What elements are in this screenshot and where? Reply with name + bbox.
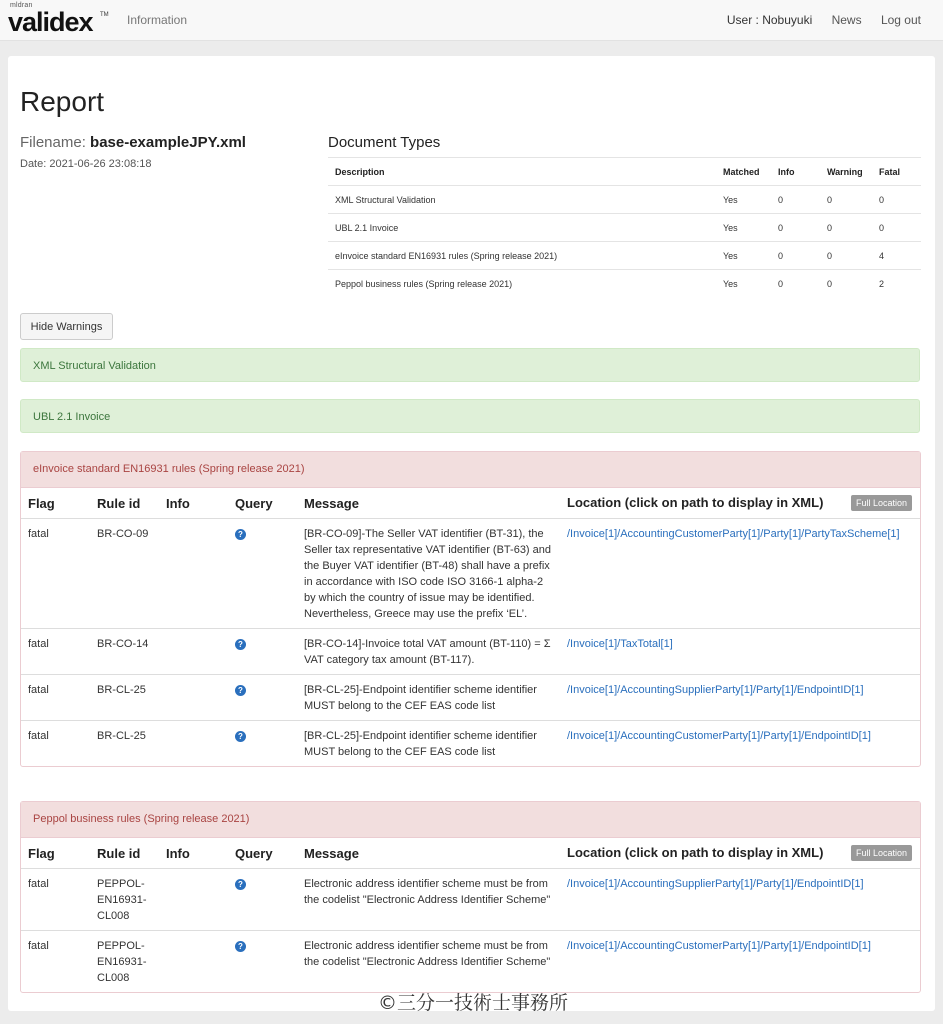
location-link[interactable]: /Invoice[1]/AccountingCustomerParty[1]/Party[1]/PartyTaxScheme[1]: [567, 528, 900, 540]
message-cell: [BR-CL-25]-Endpoint identifier scheme identifier MUST belong to the CEF EAS code list: [297, 675, 560, 721]
info-cell: [159, 629, 228, 675]
logo-text: validex: [8, 7, 93, 37]
question-circle-icon[interactable]: ?: [235, 731, 246, 742]
message-cell: [BR-CL-25]-Endpoint identifier scheme identifier MUST belong to the CEF EAS code list: [297, 721, 560, 767]
query-cell: [228, 675, 297, 721]
table-row: [21, 675, 920, 721]
message-cell: Electronic address identifier scheme must be from the codelist "Electronic Address Identifier Scheme": [297, 869, 560, 931]
header-location: [560, 488, 920, 519]
peppol-rules-table: [21, 838, 920, 992]
query-cell: [228, 721, 297, 767]
table-row: [328, 270, 921, 298]
rule-id-cell: BR-CO-14: [90, 629, 159, 675]
dt-cell: 0: [820, 186, 872, 214]
hide-warnings-button[interactable]: Hide Warnings: [20, 313, 113, 340]
table-row: [328, 242, 921, 270]
logo-tm: TM: [100, 12, 109, 18]
header-flag: Flag: [28, 845, 55, 861]
info-cell: [159, 519, 228, 629]
question-circle-icon[interactable]: ?: [235, 941, 246, 952]
report-panel: [8, 56, 935, 1011]
section-en16931-rules: [20, 451, 921, 767]
location-cell: [560, 675, 920, 721]
header-message: Message: [304, 845, 359, 861]
location-link[interactable]: /Invoice[1]/AccountingSupplierParty[1]/Party[1]/EndpointID[1]: [567, 684, 864, 696]
filename-line: [20, 134, 246, 151]
dt-cell: Yes: [716, 186, 771, 214]
filename-value: base-exampleJPY.xml: [90, 134, 246, 151]
section-en16931-title[interactable]: eInvoice standard EN16931 rules (Spring release 2021): [21, 452, 920, 488]
table-row: [328, 186, 921, 214]
dt-header-matched: Matched: [716, 158, 771, 186]
query-cell: [228, 629, 297, 675]
dt-cell: 0: [771, 214, 820, 242]
document-types-header-row: [328, 158, 921, 186]
location-cell: [560, 721, 920, 767]
dt-header-info: Info: [771, 158, 820, 186]
question-circle-icon[interactable]: ?: [235, 879, 246, 890]
dt-cell: 0: [872, 186, 921, 214]
dt-cell: 0: [771, 186, 820, 214]
nav-right-group: [711, 13, 921, 27]
message-cell: [BR-CO-14]-Invoice total VAT amount (BT-110) = Σ VAT category tax amount (BT-117).: [297, 629, 560, 675]
dt-cell: Yes: [716, 242, 771, 270]
dt-header-fatal: Fatal: [872, 158, 921, 186]
dt-cell: 0: [771, 242, 820, 270]
table-row: [21, 519, 920, 629]
table-row: [21, 721, 920, 767]
report-date: Date: 2021-06-26 23:08:18: [20, 158, 152, 170]
rule-id-cell: PEPPOL-EN16931-CL008: [90, 869, 159, 931]
header-query: Query: [235, 495, 273, 511]
header-location-label: Location (click on path to display in XML): [567, 495, 824, 510]
dt-cell: 2: [872, 270, 921, 298]
info-cell: [159, 721, 228, 767]
en16931-rules-table: [21, 488, 920, 766]
flag-cell: fatal: [21, 721, 90, 767]
document-types-table: [328, 157, 921, 297]
header-info: Info: [166, 495, 190, 511]
flag-cell: fatal: [21, 869, 90, 931]
dt-cell: Yes: [716, 214, 771, 242]
location-link[interactable]: /Invoice[1]/AccountingCustomerParty[1]/Party[1]/EndpointID[1]: [567, 940, 871, 952]
query-cell: [228, 931, 297, 993]
question-circle-icon[interactable]: ?: [235, 639, 246, 650]
flag-cell: fatal: [21, 931, 90, 993]
flag-cell: fatal: [21, 675, 90, 721]
dt-cell: 0: [820, 270, 872, 298]
location-cell: [560, 869, 920, 931]
location-link[interactable]: /Invoice[1]/TaxTotal[1]: [567, 638, 673, 650]
dt-cell: Peppol business rules (Spring release 2021): [328, 270, 716, 298]
dt-cell: 4: [872, 242, 921, 270]
location-cell: [560, 519, 920, 629]
location-cell: [560, 629, 920, 675]
copyright-watermark: ©三分一技術士事務所: [378, 992, 569, 1014]
header-query: Query: [235, 845, 273, 861]
dt-cell: 0: [820, 242, 872, 270]
rules-header-row: [21, 838, 920, 869]
logo-small-text: mldran: [10, 2, 33, 9]
nav-user-label: User : Nobuyuki: [726, 13, 813, 27]
location-cell: [560, 931, 920, 993]
header-location: [560, 838, 920, 869]
dt-header-description: Description: [328, 158, 716, 186]
info-cell: [159, 869, 228, 931]
section-xml-structural-validation[interactable]: XML Structural Validation: [20, 348, 920, 382]
rules-header-row: [21, 488, 920, 519]
question-circle-icon[interactable]: ?: [235, 529, 246, 540]
filename-label: Filename:: [20, 134, 86, 151]
header-rule-id: Rule id: [97, 845, 141, 861]
header-flag: Flag: [28, 495, 55, 511]
rule-id-cell: PEPPOL-EN16931-CL008: [90, 931, 159, 993]
nav-information-link[interactable]: Information: [127, 13, 188, 27]
section-ubl-invoice[interactable]: UBL 2.1 Invoice: [20, 399, 920, 433]
rule-id-cell: BR-CO-09: [90, 519, 159, 629]
top-navbar: [0, 0, 943, 41]
query-cell: [228, 869, 297, 931]
dt-header-warning: Warning: [820, 158, 872, 186]
dt-cell: eInvoice standard EN16931 rules (Spring release 2021): [328, 242, 716, 270]
dt-cell: 0: [771, 270, 820, 298]
dt-cell: Yes: [716, 270, 771, 298]
document-types-title: Document Types: [328, 134, 441, 151]
table-row: [21, 869, 920, 931]
nav-news-link[interactable]: News: [831, 13, 862, 27]
dt-cell: XML Structural Validation: [328, 186, 716, 214]
rule-id-cell: BR-CL-25: [90, 675, 159, 721]
dt-cell: 0: [820, 214, 872, 242]
question-circle-icon[interactable]: ?: [235, 685, 246, 696]
rule-id-cell: BR-CL-25: [90, 721, 159, 767]
header-rule-id: Rule id: [97, 495, 141, 511]
info-cell: [159, 931, 228, 993]
nav-logout-link[interactable]: Log out: [880, 13, 921, 27]
section-peppol-title[interactable]: Peppol business rules (Spring release 2021): [21, 802, 920, 838]
message-cell: Electronic address identifier scheme must be from the codelist "Electronic Address Identifier Scheme": [297, 931, 560, 993]
section-peppol-rules: [20, 801, 921, 993]
location-link[interactable]: /Invoice[1]/AccountingCustomerParty[1]/Party[1]/EndpointID[1]: [567, 730, 871, 742]
dt-cell: 0: [872, 214, 921, 242]
info-cell: [159, 675, 228, 721]
table-row: [21, 629, 920, 675]
message-cell: [BR-CO-09]-The Seller VAT identifier (BT-31), the Seller tax representative VAT identifier (BT-63) and the Buyer VAT identifier (BT-48) shall have a prefix in accordance with ISO code ISO 3166-1 alpha-2 by which the country of issue may be identified. Nevertheless, Greece may use the prefix ‘EL’.: [297, 519, 560, 629]
full-location-button[interactable]: Full Location: [851, 495, 912, 511]
header-location-label: Location (click on path to display in XML): [567, 845, 824, 860]
table-row: [21, 931, 920, 993]
page-title: Report: [20, 86, 105, 117]
flag-cell: fatal: [21, 629, 90, 675]
dt-cell: UBL 2.1 Invoice: [328, 214, 716, 242]
location-link[interactable]: /Invoice[1]/AccountingSupplierParty[1]/Party[1]/EndpointID[1]: [567, 878, 864, 890]
query-cell: [228, 519, 297, 629]
flag-cell: fatal: [21, 519, 90, 629]
table-row: [328, 214, 921, 242]
header-message: Message: [304, 495, 359, 511]
header-info: Info: [166, 845, 190, 861]
full-location-button[interactable]: Full Location: [851, 845, 912, 861]
